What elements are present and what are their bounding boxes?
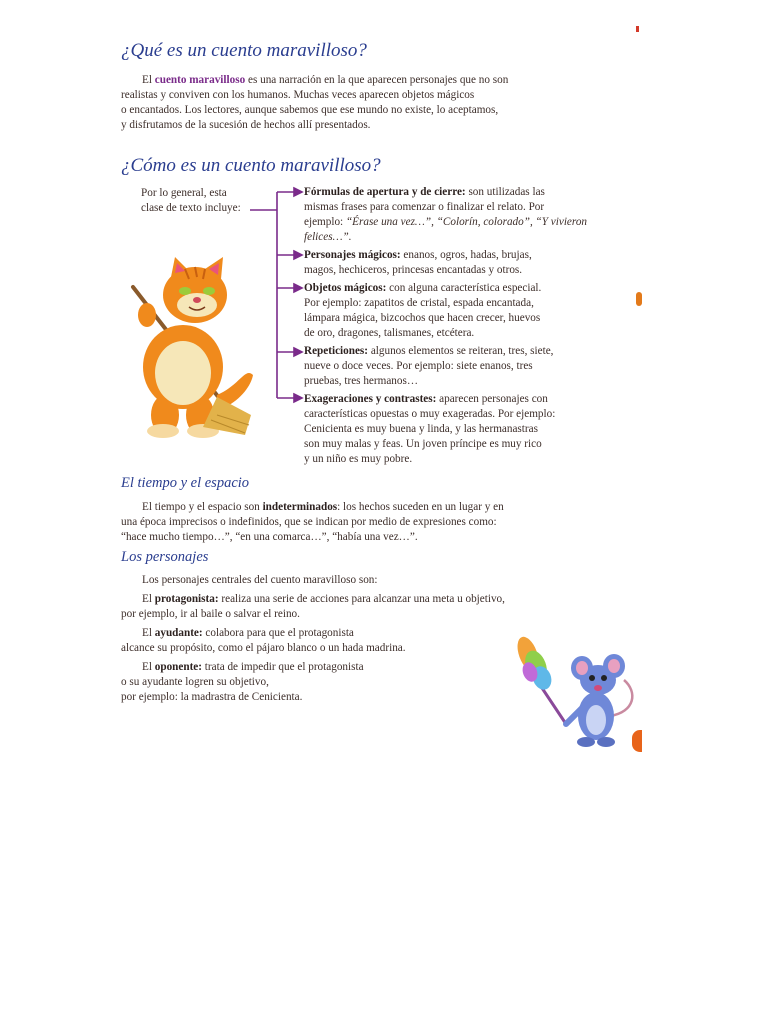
definition-paragraph: El cuento maravilloso es una narración en la que aparecen personajes que no son realistas y conviven con los humanos. Muchas veces aparecen objetos mágicos o encantados. Los lectores, aunque sabemos que ese mundo no existe, lo aceptamos, y disfrutamos de la sucesión de hechos allí presentados. — [121, 74, 509, 131]
feature-item: Personajes mágicos: enanos, ogros, hadas, brujas, magos, hechiceros, princesas encantadas y otros. — [304, 249, 532, 276]
feature-item: Objetos mágicos: con alguna característica especial. Por ejemplo: zapatitos de cristal, espada encantada, lámpara mágica, bizcochos que hacen crecer, huevos de oro, dragones, talismanes, etcétera. — [304, 282, 542, 339]
page-corner-mark — [636, 26, 639, 32]
role-oponente: El oponente: trata de impedir que el protagonista o su ayudante logren su objetivo, por ejemplo: la madrastra de Cenicienta. — [121, 661, 364, 703]
cat-with-broom-illustration — [125, 255, 255, 440]
page-edge-decoration — [632, 730, 642, 752]
opening-formula-examples: “Érase una vez…”, “Colorín, colorado”, “Y vivieron — [345, 216, 588, 228]
features-intro: Por lo general, esta clase de texto incluye: — [141, 187, 241, 214]
feature-list — [304, 185, 634, 467]
section-title-time-space: El tiempo y el espacio — [121, 475, 250, 491]
page-edge-mark — [636, 292, 642, 306]
role-protagonista: El protagonista: realiza una serie de acciones para alcanzar una meta u objetivo, por ejemplo, ir al baile o salvar el reino. — [121, 593, 505, 620]
mouse-with-feather-duster-illustration — [510, 632, 642, 754]
feature-item: Exageraciones y contrastes: aparecen personajes con características opuestas o muy exageradas. Por ejemplo: Cenicienta es muy buena y linda, y las hermanastras son muy malas y feas. Un joven príncipe es muy rico y un niño es muy pobre. — [304, 393, 556, 465]
section-title-what-is: ¿Qué es un cuento maravilloso? — [121, 40, 367, 61]
time-space-paragraph: El tiempo y el espacio son indeterminados: los hechos suceden en un lugar y en una época imprecisos o indefinidos, que se indican por medio de expresiones como: “hace mucho tiempo…”, “en una comarca…”, “había una vez…”. — [121, 501, 504, 543]
section-title-how-is: ¿Cómo es un cuento maravilloso? — [121, 155, 381, 176]
feature-item: Repeticiones: algunos elementos se reiteran, tres, siete, nueve o doce veces. Por ejemplo: siete enanos, tres pruebas, tres hermanos… — [304, 345, 554, 387]
feature-item: Fórmulas de apertura y de cierre: son utilizadas las mismas frases para comenzar o finalizar el relato. Por ejemplo: “Érase una vez…”, “Colorín, colorado”, “Y vivieron felices…”. — [304, 186, 588, 243]
term-cuento-maravilloso: cuento maravilloso — [154, 74, 246, 86]
term-indeterminados: indeterminados — [262, 501, 338, 513]
features-bracket-arrows — [250, 186, 306, 406]
characters-section: Los personajes centrales del cuento maravilloso son: El protagonista: realiza una serie de acciones para alcanzar una meta u objetivo, por ejemplo, ir al baile o salvar el reino. El ayudante: colabora para que el protagonista alcance su propósito, como el pájaro blanco o un hada madrina. El oponente: trata de impedir que el protagonista o su ayudante logren su objetivo, por ejemplo: la madrastra de Cenicienta. — [121, 573, 631, 705]
section-title-characters: Los personajes — [121, 549, 209, 565]
role-ayudante: El ayudante: colabora para que el protagonista alcance su propósito, como el pájaro blanco o un hada madrina. — [121, 627, 406, 654]
